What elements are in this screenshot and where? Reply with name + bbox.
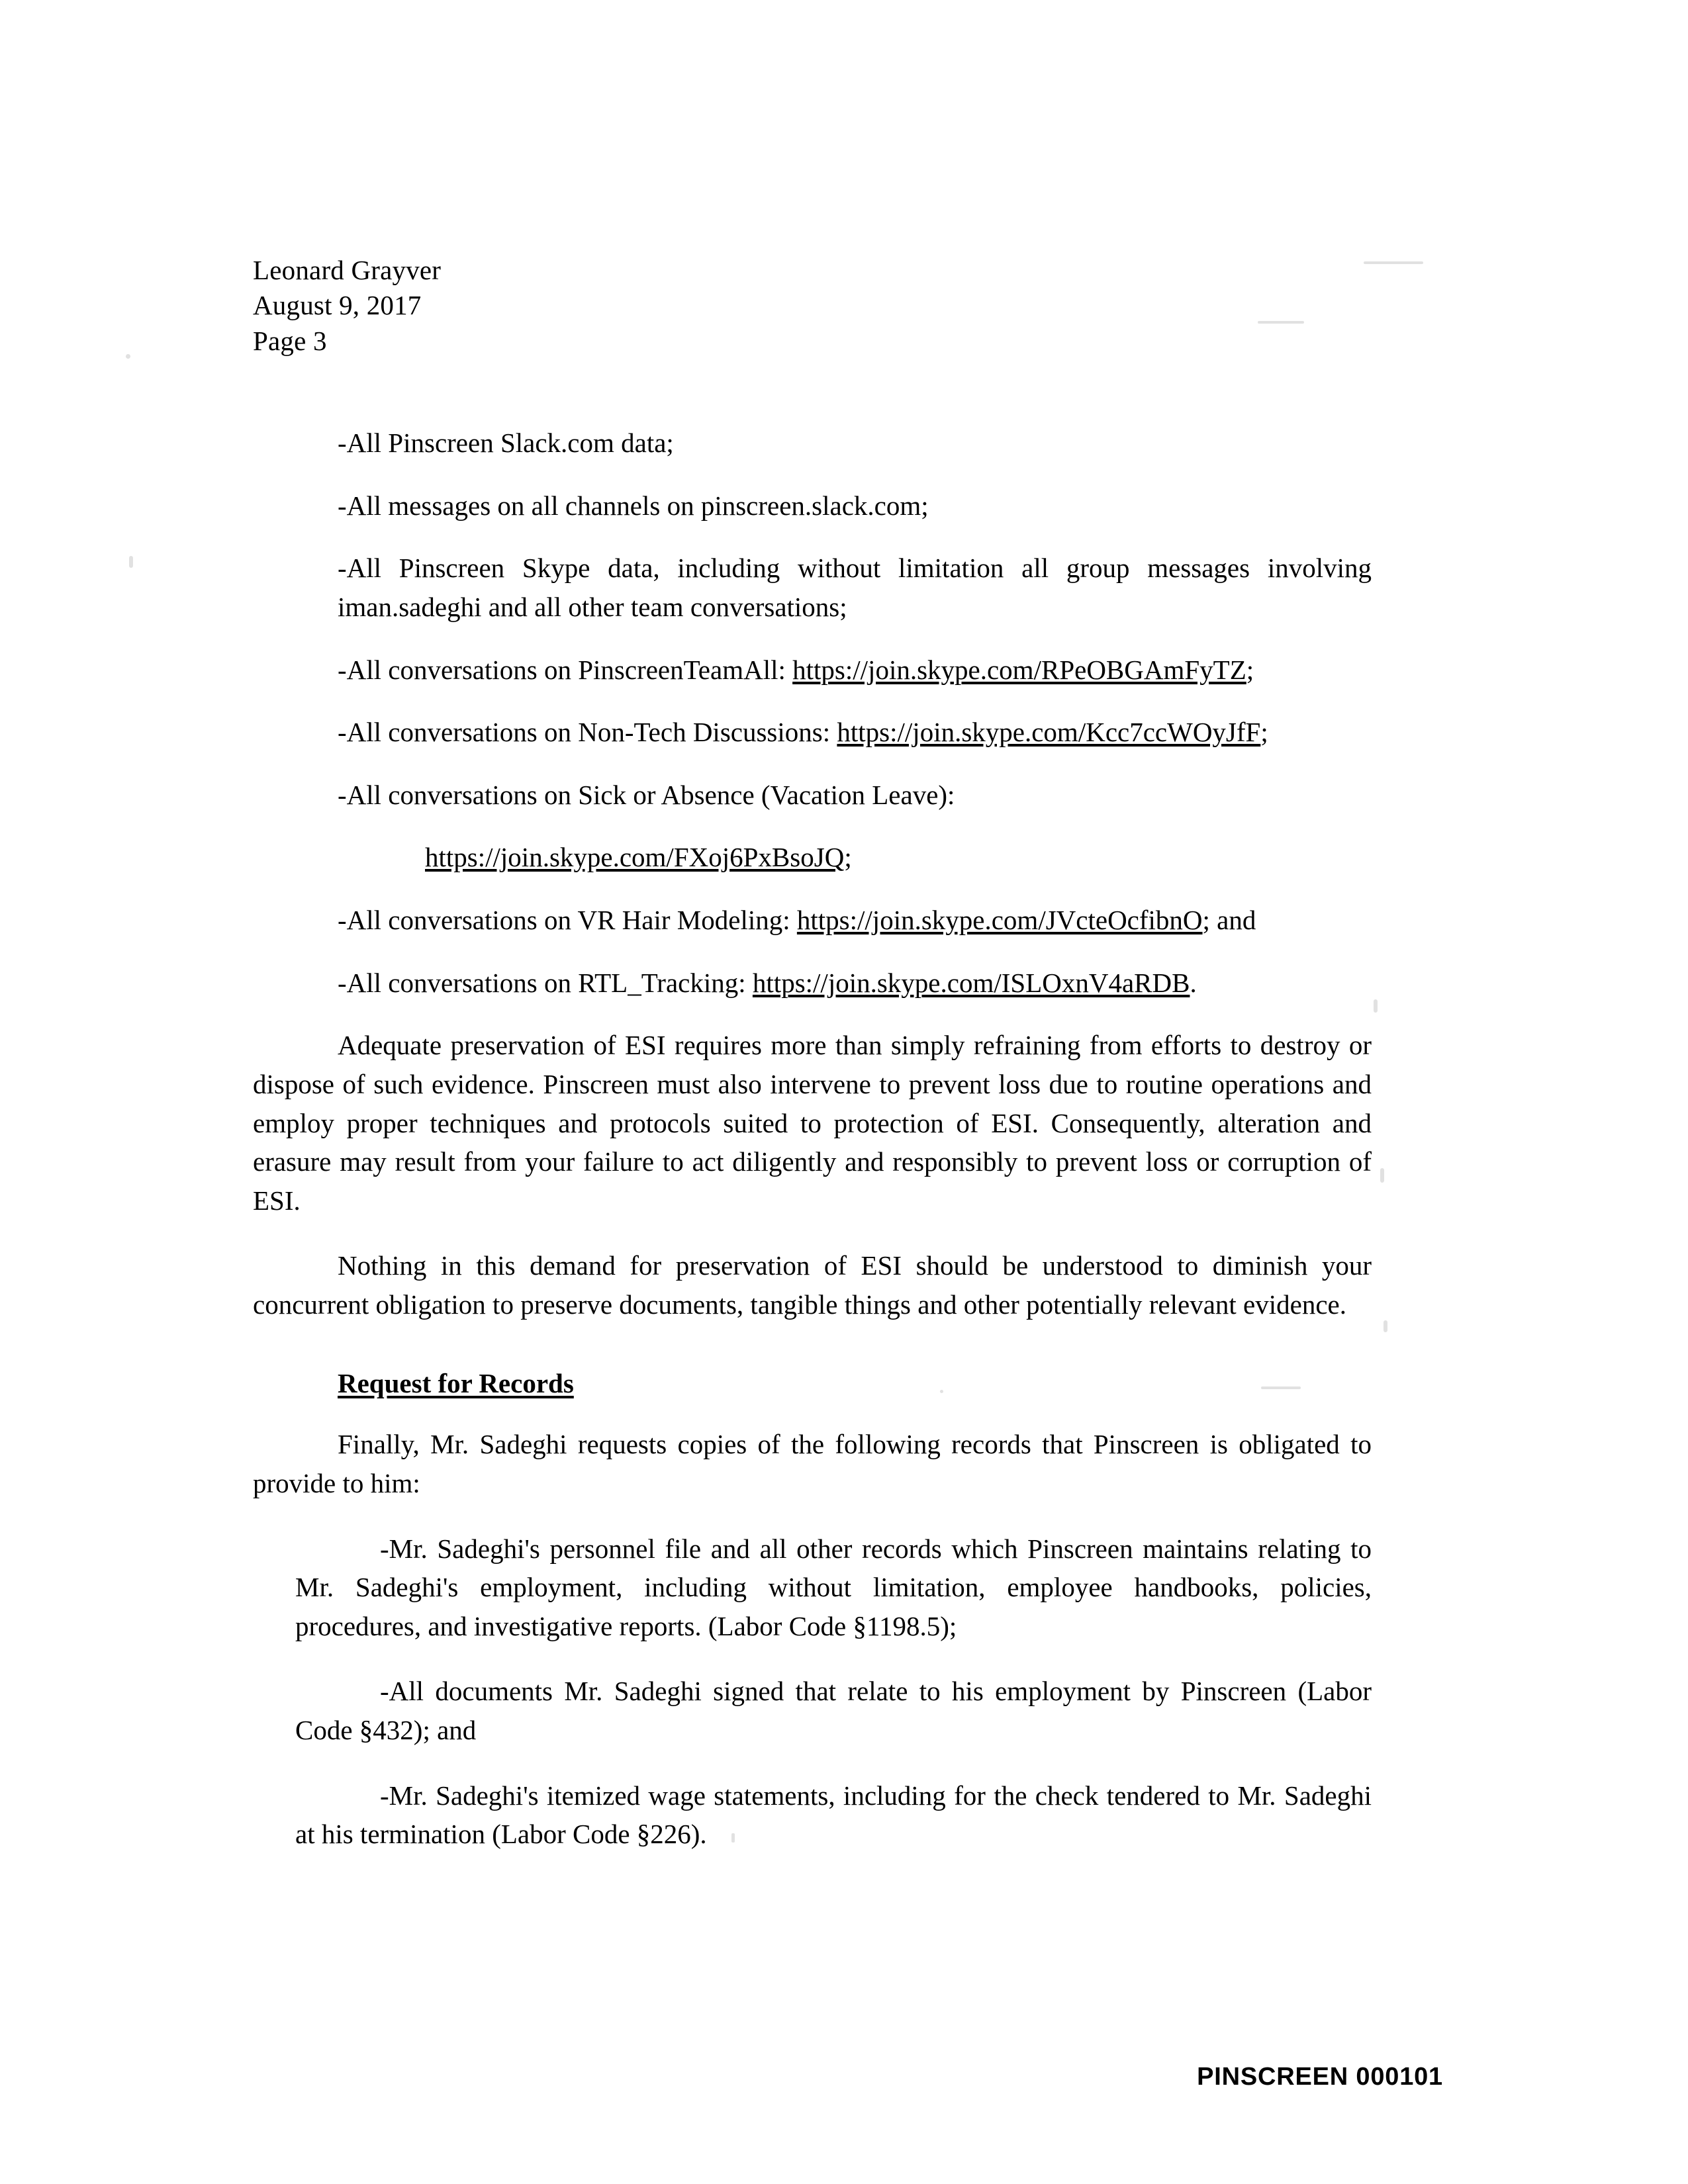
sick-leave-suffix: ;	[844, 842, 852, 873]
scan-speckle	[1380, 1168, 1384, 1183]
records-intro-paragraph: Finally, Mr. Sadeghi requests copies of the following records that Pinscreen is obligated to provide to him:	[253, 1429, 1372, 1498]
skype-url-link[interactable]: https://join.skype.com/ISLOxnV4aRDB	[752, 967, 1190, 998]
scan-speckle	[1258, 321, 1304, 324]
paragraph-nothing-in-demand: Nothing in this demand for preservation of ESI should be understood to diminish your concurrent obligation to preserve documents, tangible things and other potentially relevant evidence.	[253, 1250, 1372, 1320]
scan-speckle	[1383, 1320, 1387, 1332]
skype-item-prefix: -All conversations on RTL_Tracking:	[338, 967, 753, 998]
letter-date: August 9, 2017	[253, 290, 422, 321]
esi-item: -All messages on all channels on pinscreen.slack.com;	[338, 490, 929, 521]
skype-link-item	[253, 901, 1372, 940]
skype-url-link[interactable]: https://join.skype.com/Kcc7ccWOyJfF	[837, 717, 1261, 748]
skype-item-suffix: ;	[1246, 654, 1254, 685]
esi-item: -All Pinscreen Skype data, including without limitation all group messages involving iman.sadeghi and all other team conversations;	[338, 553, 1372, 622]
record-request-item: -All documents Mr. Sadeghi signed that relate to his employment by Pinscreen (Labor Code §432); and	[295, 1676, 1372, 1745]
skype-url-link[interactable]: https://join.skype.com/FXoj6PxBsoJQ	[425, 842, 845, 873]
skype-link-item	[253, 964, 1372, 1003]
record-request-item: -Mr. Sadeghi's personnel file and all other records which Pinscreen maintains relating to Mr. Sadeghi's employment, including without limitation, employee handbooks, policies, procedures, and investigative reports. (Labor Code §1198.5);	[295, 1533, 1372, 1641]
skype-link-item	[253, 651, 1372, 690]
recipient-name: Leonard Grayver	[253, 255, 442, 285]
skype-url-link[interactable]: https://join.skype.com/RPeOBGAmFyTZ	[792, 654, 1246, 685]
scan-speckle	[126, 354, 130, 359]
sick-leave-link-line	[253, 838, 1372, 877]
sick-leave-label: -All conversations on Sick or Absence (Vacation Leave):	[338, 779, 955, 810]
skype-link-item	[253, 713, 1372, 752]
section-heading-request-for-records: Request for Records	[338, 1367, 574, 1398]
skype-item-prefix: -All conversations on VR Hair Modeling:	[338, 905, 797, 935]
paragraph-adequate-preservation: Adequate preservation of ESI requires more than simply refraining from efforts to destroy or dispose of such evidence. Pinscreen must also intervene to prevent loss due to routine operations and employ proper techniques and protocols suited to protection of ESI. Consequently, alteration and erasure may result from your failure to act diligently and responsibly to prevent loss or corruption of ESI.	[253, 1030, 1372, 1216]
skype-item-prefix: -All conversations on PinscreenTeamAll:	[338, 654, 793, 685]
letter-body	[253, 424, 1372, 1880]
letterhead	[253, 253, 441, 359]
skype-item-suffix: ; and	[1202, 905, 1256, 935]
skype-item-suffix: ;	[1260, 717, 1268, 748]
esi-item: -All Pinscreen Slack.com data;	[338, 428, 674, 458]
skype-url-link[interactable]: https://join.skype.com/JVcteOcfibnO	[796, 905, 1203, 935]
skype-item-suffix: .	[1190, 967, 1197, 998]
scan-speckle	[129, 556, 133, 568]
skype-item-prefix: -All conversations on Non-Tech Discussions:	[338, 717, 837, 748]
scan-speckle	[1374, 999, 1378, 1013]
scan-speckle	[1364, 261, 1423, 264]
page-number: Page 3	[253, 325, 327, 356]
bates-stamp: PINSCREEN 000101	[1197, 2063, 1443, 2091]
record-request-item: -Mr. Sadeghi's itemized wage statements, including for the check tendered to Mr. Sadeghi at his termination (Labor Code §226).	[295, 1780, 1372, 1850]
